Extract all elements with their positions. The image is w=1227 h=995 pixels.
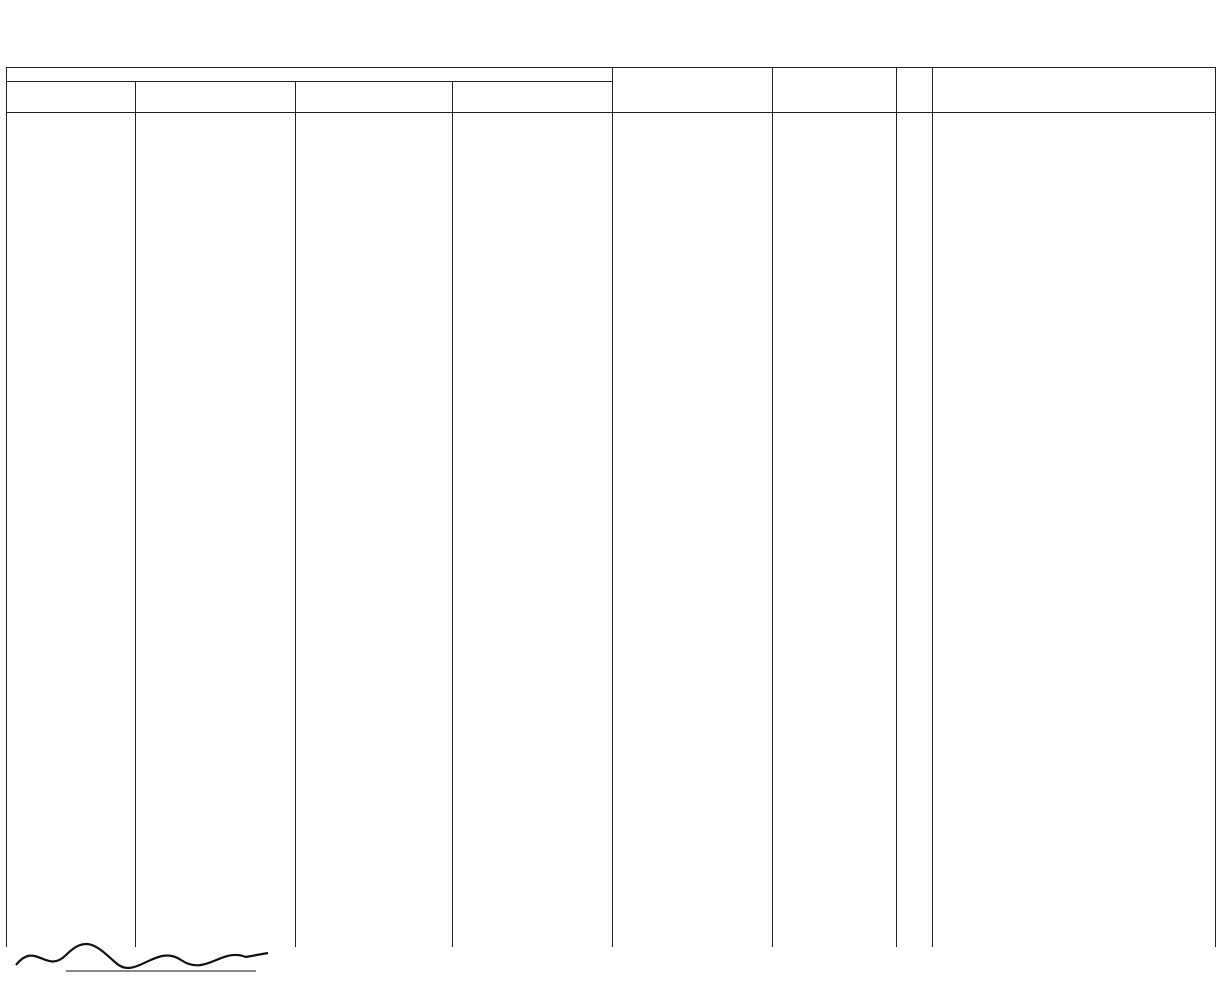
col-rule: [772, 67, 773, 947]
table-top-rule: [6, 67, 1216, 68]
master-signature-mark: [6, 935, 274, 977]
col-rule: [452, 81, 453, 947]
col-rule: [295, 81, 296, 947]
passenger-subheader-rule: [6, 81, 612, 82]
col-rule: [612, 67, 613, 947]
col-rule: [135, 81, 136, 947]
header-bottom-rule: [6, 112, 1216, 113]
col-rule: [932, 67, 933, 947]
col-rule: [1215, 67, 1216, 947]
col-rule: [896, 67, 897, 947]
col-rule: [6, 67, 7, 947]
